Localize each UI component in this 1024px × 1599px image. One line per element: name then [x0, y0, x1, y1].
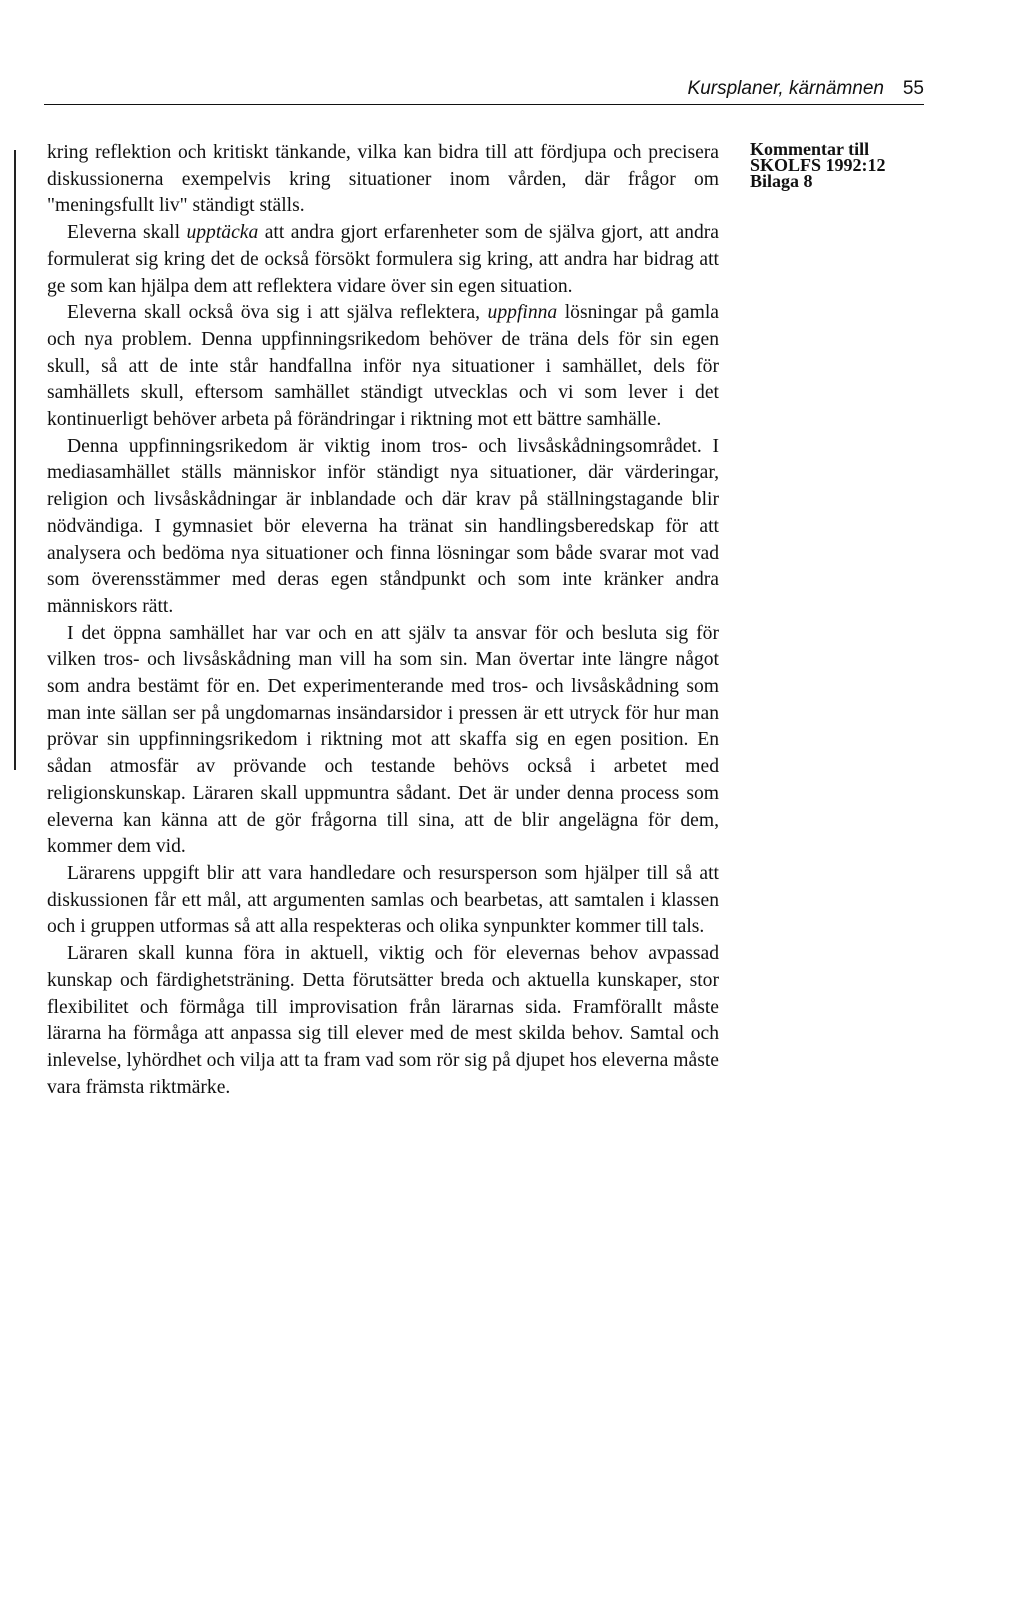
- emphasis-upptacka: upptäcka: [186, 222, 259, 244]
- page-number: 55: [902, 78, 924, 99]
- body-text: [47, 140, 719, 1101]
- margin-bar: [14, 150, 16, 770]
- margin-note-line-3: Bilaga 8: [750, 171, 813, 191]
- paragraph-2-end: att andra gjort erfarenheter som de själva gjort, att andra formulerat sig kring det de också försökt formulera sig kring, att andra har bidrag att ge som kan hjälpa dem att reflektera vidare över sin egen situation.: [47, 222, 719, 297]
- paragraph-7: Läraren skall kunna föra in aktuell, viktig och för elevernas behov avpassad kunskap och färdighetsträning. Detta förutsätter breda och aktuella kunskaper, stor flexibilitet och förmåga till improvisation från lärarnas sida. Framförallt måste lärarna ha förmåga att anpassa sig till elever med de mest skilda behov. Samtal och inlevelse, lyhördhet och vilja att ta fram vad som rör sig på djupet hos eleverna måste vara främsta riktmärke.: [47, 943, 719, 1098]
- paragraph-3-start: Eleverna skall också öva sig i att själva reflektera,: [67, 302, 488, 324]
- page-header: [44, 74, 924, 105]
- paragraph-1: kring reflektion och kritiskt tänkande, vilka kan bidra till att fördjupa och precisera diskussionerna exempelvis kring situationer inom vården, där frågor om "meningsfullt liv" ständigt ställs.: [47, 142, 719, 217]
- paragraph-5: I det öppna samhället har var och en att själv ta ansvar för och besluta sig för vilken tros- och livsåskådning man vill ha som sin. Man övertar inte längre något som andra bestämt för en. Det experimenterande med tros- och livsåskådning som man inte sällan ser på ungdomarnas insändarsidor i pressen är ett utryck för hur man prövar sin uppfinningsrikedom i riktning mot att skaffa sig en egen position. En sådan atmosfär av prövande och testande behövs också i arbetet med religionskunskap. Läraren skall uppmuntra sådant. Det är under denna process som eleverna kan känna att de gör frågorna till sina, att de blir angelägna för dem, kommer dem vid.: [47, 622, 719, 858]
- paragraph-6: Lärarens uppgift blir att vara handledare och resursperson som hjälper till så att diskussionen får ett mål, att argumenten samlas och bearbetas, att samtalen i klassen och i gruppen utformas så att alla respekteras och olika synpunkter kommer till tals.: [47, 862, 719, 938]
- paragraph-2-start: Eleverna skall: [67, 222, 187, 244]
- paragraph-3: [47, 300, 719, 434]
- paragraph-2: [47, 220, 719, 300]
- margin-note-line-1: Kommentar till: [750, 139, 870, 159]
- running-title: Kursplaner, kärnämnen: [687, 78, 884, 99]
- paragraph-3-end: lösningar på gamla och nya problem. Denna uppfinningsrikedom behöver de träna dels för sin egen skull, så att de inte står handfallna inför nya situationer i samhället, dels för samhällets skull, eftersom samhället ständigt utvecklas och vi som lever i det kontinuerligt behöver arbeta på förändringar i riktning mot ett bättre samhälle.: [47, 302, 719, 431]
- margin-note: [750, 141, 950, 189]
- emphasis-uppfinna: uppfinna: [487, 302, 558, 324]
- paragraph-4: Denna uppfinningsrikedom är viktig inom tros- och livsåskådningsområdet. I mediasamhället ställs människor inför ständigt nya situationer, där värderingar, religion och livsåskådningar är inblandade och där krav på ställningstagande blir nödvändiga. I gymnasiet bör eleverna ha tränat sin handlingsberedskap för att analysera och bedöma nya situationer och finna lösningar som både svarar mot vad som överensstämmer med deras egen ståndpunkt och som inte kränker andra människors rätt.: [47, 435, 719, 617]
- margin-note-line-2: SKOLFS 1992:12: [750, 155, 886, 175]
